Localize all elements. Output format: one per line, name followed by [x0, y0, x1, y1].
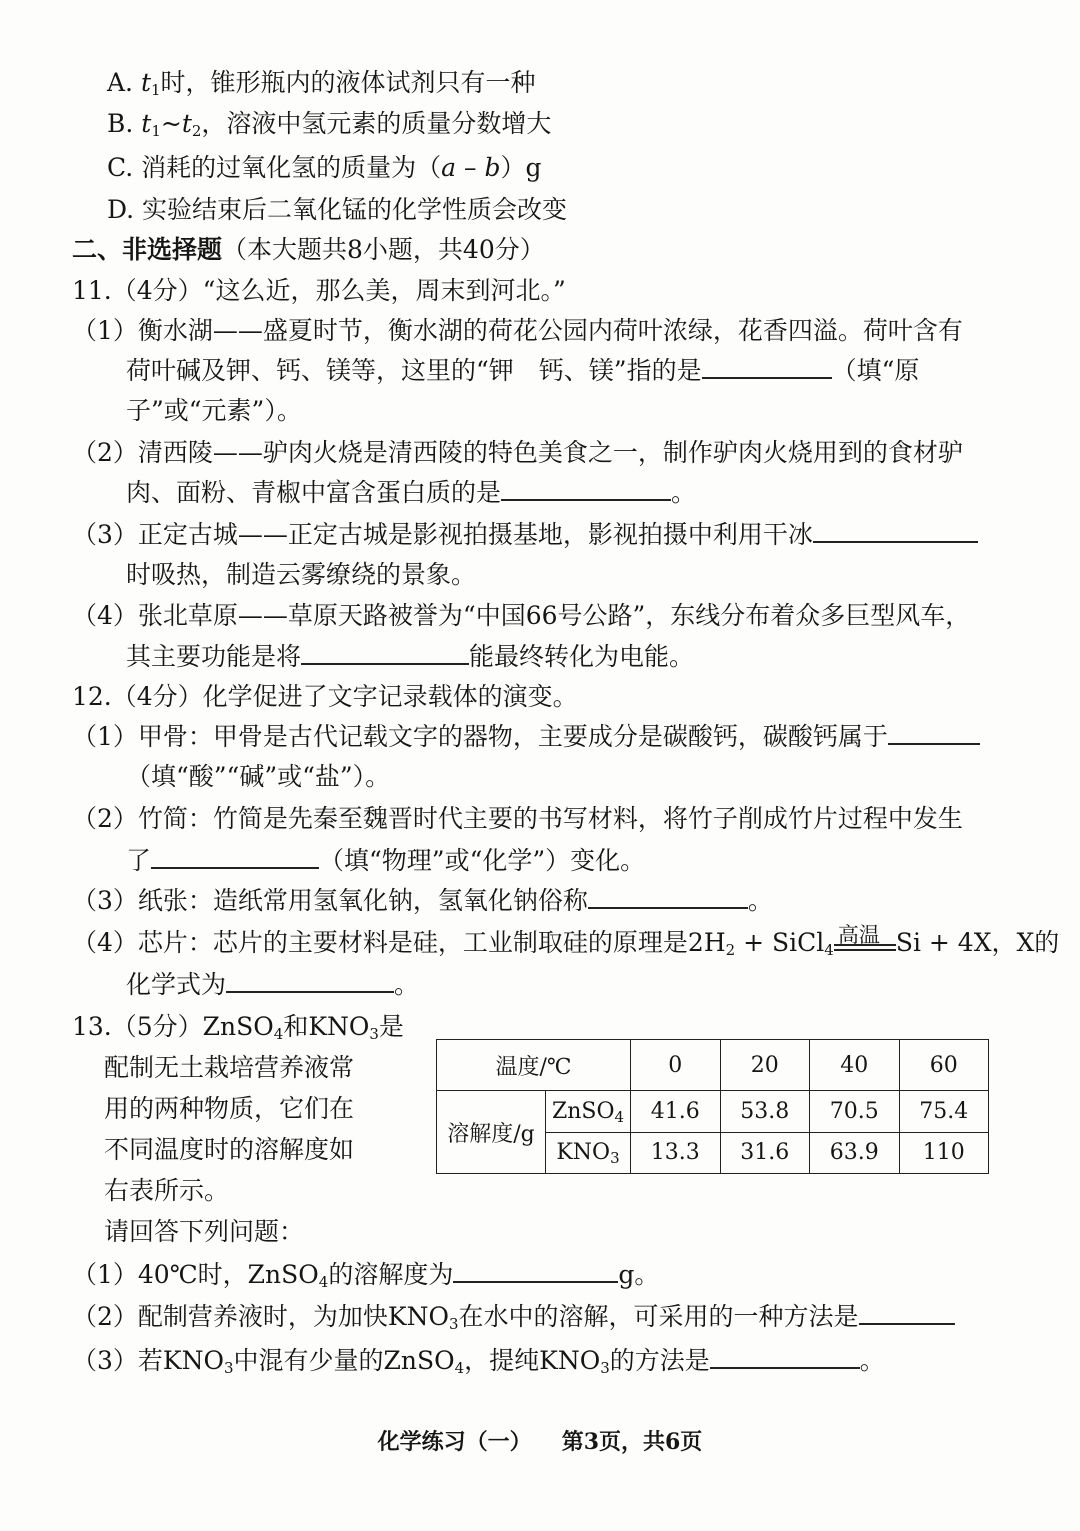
q13-prompt: 请回答下列问题：	[104, 1217, 305, 1246]
q13-stem-line4: 不同温度时的溶解度如	[104, 1135, 355, 1164]
reaction-equation: $2H_2$ + SiCl$_4$ 高温 Si + 4X，X的	[687, 923, 1060, 959]
temp-cell: 60	[899, 1040, 989, 1091]
header-label: 温度/℃	[437, 1040, 631, 1091]
q11-part4-line1: （4）张北草原——草原天路被誉为“中国66号公路”，东线分布着众多巨型风车，	[72, 601, 971, 630]
q12-part2-line2: 了 （填“物理”或“化学”）变化。	[126, 846, 646, 875]
q12-part1-line1: （1）甲骨：甲骨是古代记载文字的器物，主要成分是碳酸钙，碳酸钙属于	[72, 720, 980, 754]
answer-blank[interactable]	[588, 885, 748, 909]
table-row	[437, 1091, 989, 1132]
answer-blank[interactable]	[226, 969, 394, 993]
answer-blank[interactable]	[888, 721, 980, 745]
answer-blank[interactable]	[702, 355, 832, 379]
q13-part2: （2）配制营养液时，为加快$KNO_3$在水中的溶解，可采用的一种方法是	[72, 1300, 955, 1334]
q11-part2-line2: 肉、面粉、青椒中富含蛋白质的是 。	[126, 478, 697, 507]
q12-stem: 12.（4分）化学促进了文字记录载体的演变。	[72, 682, 578, 711]
q13-stem-line2: 配制无土栽培营养液常	[104, 1053, 355, 1082]
option-c: C. 消耗的过氧化氢的质量为（a – b）g	[107, 153, 542, 182]
q11-part1-line3: 子”或“元素”）。	[126, 396, 302, 425]
row-label: 溶解度/g	[437, 1091, 546, 1174]
solubility-table	[436, 1039, 989, 1174]
q12-part2-line1: （2）竹简：竹简是先秦至魏晋时代主要的书写材料，将竹子削成竹片过程中发生	[72, 804, 963, 833]
q12-part1-line2: （填“酸”“碱”或“盐”）。	[126, 762, 391, 791]
substance-cell: ZnSO$_4$	[546, 1091, 631, 1132]
q13-stem-line5: 右表所示。	[104, 1176, 230, 1205]
q12-part3: （3）纸张：造纸常用氢氧化钠，氢氧化钠俗称 。	[72, 886, 773, 915]
q13-stem-line3: 用的两种物质，它们在	[104, 1094, 355, 1123]
q11-part1-line2: 荷叶碱及钾、钙、镁等，这里的“钾 钙、镁”指的是 （填“原	[126, 356, 920, 385]
q12-part4-line1: （4）芯片：芯片的主要材料是硅，工业制取硅的原理是$2H_2$ + SiCl$_4$ 高温 Si + 4X，X的	[72, 923, 1060, 959]
q11-stem: 11.（4分）“这么近，那么美，周末到河北。”	[72, 276, 566, 305]
section-title: 二、非选择题（本大题共8小题，共40分）	[72, 235, 545, 264]
answer-blank[interactable]	[813, 519, 978, 543]
value-cell: 70.5	[810, 1091, 900, 1132]
q11-part3-line1: （3）正定古城——正定古城是影视拍摄基地，影视拍摄中利用干冰	[72, 518, 978, 552]
value-cell: 41.6	[631, 1091, 721, 1132]
option-b: B. $t_1\sim t_2$，溶液中氢元素的质量分数增大	[107, 109, 552, 140]
q13-part3: （3）若$KNO_3$中混有少量的ZnSO$_4$，提纯$KNO_3$的方法是 。	[72, 1346, 885, 1377]
footer-page-number: 第3页，共6页	[561, 1429, 703, 1455]
answer-blank[interactable]	[710, 1345, 860, 1369]
value-cell: 13.3	[631, 1132, 721, 1173]
temp-cell: 20	[720, 1040, 810, 1091]
value-cell: 63.9	[810, 1132, 900, 1173]
substance-cell: $KNO_3$	[546, 1132, 631, 1173]
answer-blank[interactable]	[151, 845, 319, 869]
temp-cell: 0	[631, 1040, 721, 1091]
q12-part4-line2: 化学式为 。	[126, 970, 420, 999]
page-footer	[0, 1427, 1080, 1457]
q13-part1: （1）40℃时，ZnSO$_4$的溶解度为 g。	[72, 1260, 660, 1291]
q11-part4-line2: 其主要功能是将 能最终转化为电能。	[126, 642, 695, 671]
temp-cell: 40	[810, 1040, 900, 1091]
value-cell: 31.6	[720, 1132, 810, 1173]
footer-subject: 化学练习（一）	[377, 1429, 532, 1455]
option-a: A. $t_1$时，锥形瓶内的液体试剂只有一种	[107, 68, 536, 99]
q11-part3-line2: 时吸热，制造云雾缭绕的景象。	[126, 560, 477, 589]
reaction-condition: 高温	[834, 926, 896, 960]
answer-blank[interactable]	[859, 1301, 955, 1325]
answer-blank[interactable]	[453, 1259, 618, 1283]
table-header-row	[437, 1040, 989, 1091]
answer-blank[interactable]	[501, 477, 671, 501]
value-cell: 75.4	[899, 1091, 989, 1132]
answer-blank[interactable]	[301, 641, 469, 665]
option-d: D. 实验结束后二氧化锰的化学性质会改变	[107, 195, 568, 224]
value-cell: 53.8	[720, 1091, 810, 1132]
q11-part2-line1: （2）清西陵——驴肉火烧是清西陵的特色美食之一，制作驴肉火烧用到的食材驴	[72, 438, 963, 467]
value-cell: 110	[899, 1132, 989, 1173]
q11-part1-line1: （1）衡水湖——盛夏时节，衡水湖的荷花公园内荷叶浓绿，花香四溢。荷叶含有	[72, 316, 963, 345]
q13-stem-line1: 13.（5分）ZnSO$_4$和$KNO_3$是	[72, 1012, 404, 1043]
